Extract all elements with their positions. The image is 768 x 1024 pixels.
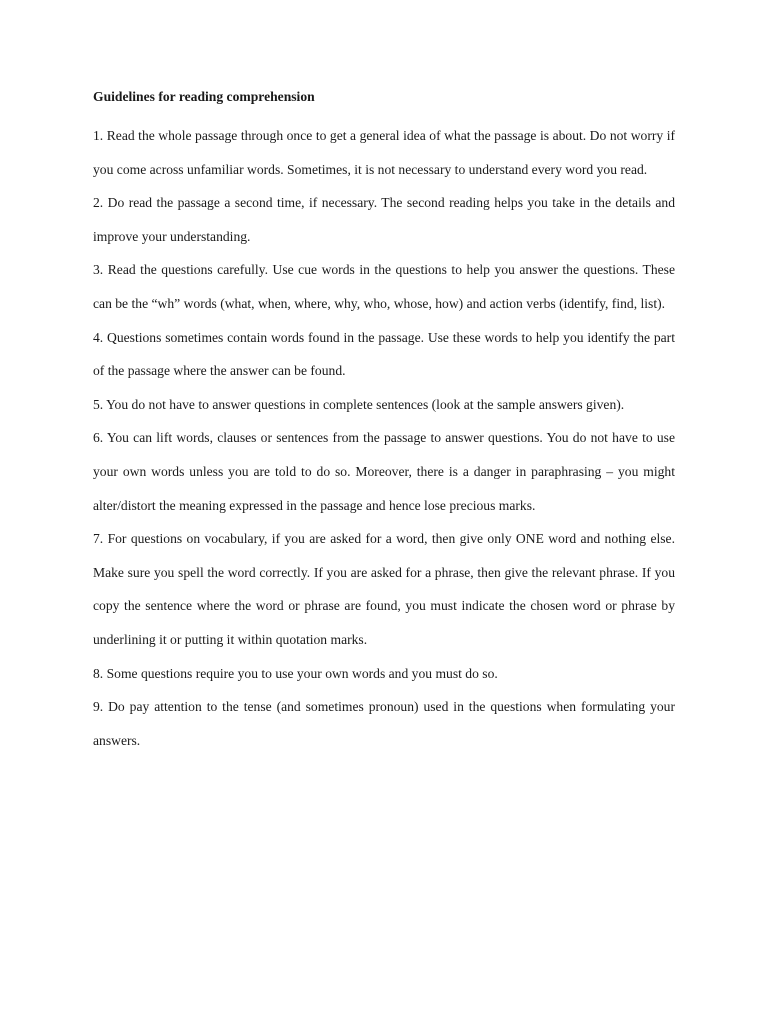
- guideline-item-4: 4. Questions sometimes contain words found in the passage. Use these words to help you identify the part of the passage where the answer can be found.: [93, 329, 675, 379]
- guideline-item-8: 8. Some questions require you to use your own words and you must do so.: [93, 665, 498, 681]
- document-title: Guidelines for reading comprehension: [93, 89, 315, 104]
- guideline-item-1: 1. Read the whole passage through once to get a general idea of what the passage is about. Do not worry if you come across unfamiliar words. Sometimes, it is not necessary to understand every word you read.: [93, 128, 675, 177]
- document-body: [93, 86, 675, 757]
- guideline-item-9: 9. Do pay attention to the tense (and sometimes pronoun) used in the questions when formulating your answers.: [93, 699, 675, 748]
- guideline-item-2: 2. Do read the passage a second time, if necessary. The second reading helps you take in the details and improve your understanding.: [93, 195, 675, 244]
- guideline-item-6: 6. You can lift words, clauses or sentences from the passage to answer questions. You do not have to use your own words unless you are told to do so. Moreover, there is a danger in paraphrasing – you might alter/distort the meaning expressed in the passage and hence lose precious marks.: [93, 430, 675, 513]
- guideline-item-7: 7. For questions on vocabulary, if you are asked for a word, then give only ONE word and nothing else. Make sure you spell the word correctly. If you are asked for a phrase, then give the relevant phrase. If you copy the sentence where the word or phrase are found, you must indicate the chosen word or phrase by underlining it or putting it within quotation marks.: [93, 531, 675, 647]
- guideline-item-5: 5. You do not have to answer questions in complete sentences (look at the sample answers given).: [93, 396, 625, 412]
- guideline-item-3: 3. Read the questions carefully. Use cue words in the questions to help you answer the questions. These can be the “wh” words (what, when, where, why, who, whose, how) and action verbs (identify, find, list).: [93, 262, 675, 311]
